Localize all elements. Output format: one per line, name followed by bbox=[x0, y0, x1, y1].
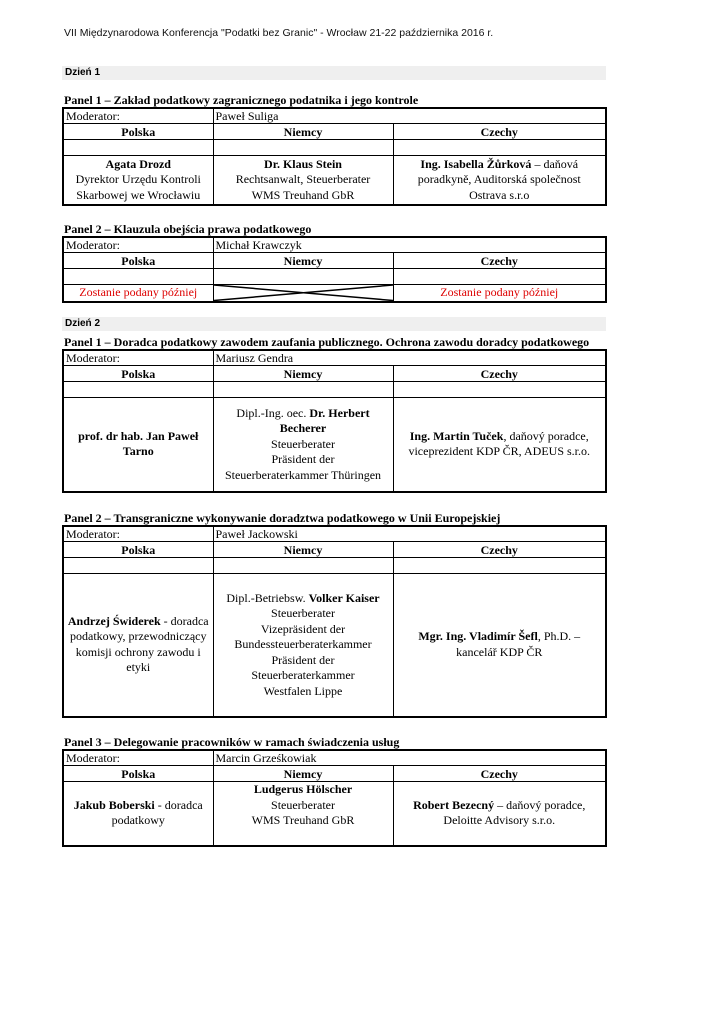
speaker-polska-tbd: Zostanie podany później bbox=[63, 285, 213, 302]
moderator-name: Mariusz Gendra bbox=[213, 350, 606, 366]
speaker-polska: Andrzej Świderek - doradca podatkowy, przewodniczący komisji ochrony zawodu i etyki bbox=[63, 574, 213, 717]
column-niemcy: Niemcy bbox=[213, 124, 393, 140]
day1-label: Dzień 1 bbox=[62, 66, 606, 80]
speaker-polska: Agata Drozd Dyrektor Urzędu Kontroli Skarbowej we Wrocławiu bbox=[63, 156, 213, 205]
moderator-name: Paweł Suliga bbox=[213, 108, 606, 124]
speaker-polska: Jakub Boberski - doradca podatkowy bbox=[63, 782, 213, 846]
day2-panel3-table bbox=[62, 749, 607, 847]
column-polska: Polska bbox=[63, 253, 213, 269]
column-polska: Polska bbox=[63, 766, 213, 782]
day2-panel1-title: Panel 1 – Doradca podatkowy zawodem zaufania publicznego. Ochrona zawodu doradcy podatkowego bbox=[64, 335, 590, 349]
speaker-niemcy: Dipl.-Ing. oec. Dr. Herbert Becherer Steuerberater Präsident der Steuerberaterkammer Thüringen bbox=[213, 398, 393, 492]
moderator-name: Marcin Grześkowiak bbox=[213, 750, 606, 766]
document-header: VII Międzynarodowa Konferencja "Podatki bez Granic" - Wrocław 21-22 października 2016 r. bbox=[64, 27, 494, 39]
day1-panel1-table bbox=[62, 107, 607, 206]
column-niemcy: Niemcy bbox=[213, 542, 393, 558]
moderator-label: Moderator: bbox=[63, 350, 213, 366]
day2-panel3-title: Panel 3 – Delegowanie pracowników w ramach świadczenia usług bbox=[64, 735, 400, 749]
speaker-czechy: Ing. Martin Tuček, daňový poradce, viceprezident KDP ČR, ADEUS s.r.o. bbox=[393, 398, 606, 492]
speaker-czechy: Mgr. Ing. Vladimír Šefl, Ph.D. – kancelář KDP ČR bbox=[393, 574, 606, 717]
moderator-label: Moderator: bbox=[63, 526, 213, 542]
day1-panel1-title: Panel 1 – Zakład podatkowy zagranicznego podatnika i jego kontrole bbox=[64, 93, 419, 107]
column-polska: Polska bbox=[63, 366, 213, 382]
speaker-niemcy: Dipl.-Betriebsw. Volker Kaiser Steuerberater Vizepräsident der Bundessteuerberaterkammer Präsident der Steuerberaterkammer Westfalen Lippe bbox=[213, 574, 393, 717]
speaker-czechy: Ing. Isabella Žůrková – daňová poradkyně, Auditorská společnost Ostrava s.r.o bbox=[393, 156, 606, 205]
column-czechy: Czechy bbox=[393, 253, 606, 269]
day2-panel2-table bbox=[62, 525, 607, 718]
moderator-label: Moderator: bbox=[63, 237, 213, 253]
column-czechy: Czechy bbox=[393, 542, 606, 558]
day2-panel2-title: Panel 2 – Transgraniczne wykonywanie doradztwa podatkowego w Unii Europejskiej bbox=[64, 511, 501, 525]
day1-panel2-title: Panel 2 – Klauzula obejścia prawa podatkowego bbox=[64, 222, 312, 236]
cross-mark-icon bbox=[214, 285, 393, 301]
column-czechy: Czechy bbox=[393, 766, 606, 782]
moderator-name: Paweł Jackowski bbox=[213, 526, 606, 542]
day1-panel2-table bbox=[62, 236, 607, 303]
speaker-polska: prof. dr hab. Jan Paweł Tarno bbox=[63, 398, 213, 492]
speaker-niemcy: Ludgerus Hölscher Steuerberater WMS Treuhand GbR bbox=[213, 782, 393, 846]
column-czechy: Czechy bbox=[393, 366, 606, 382]
speaker-czechy-tbd: Zostanie podany później bbox=[393, 285, 606, 302]
column-czechy: Czechy bbox=[393, 124, 606, 140]
day2-label: Dzień 2 bbox=[62, 317, 606, 331]
column-niemcy: Niemcy bbox=[213, 253, 393, 269]
speaker-niemcy: Dr. Klaus Stein Rechtsanwalt, Steuerberater WMS Treuhand GbR bbox=[213, 156, 393, 205]
moderator-label: Moderator: bbox=[63, 750, 213, 766]
column-niemcy: Niemcy bbox=[213, 366, 393, 382]
moderator-name: Michał Krawczyk bbox=[213, 237, 606, 253]
column-polska: Polska bbox=[63, 124, 213, 140]
moderator-label: Moderator: bbox=[63, 108, 213, 124]
speaker-czechy: Robert Bezecný – daňový poradce, Deloitte Advisory s.r.o. bbox=[393, 782, 606, 846]
column-niemcy: Niemcy bbox=[213, 766, 393, 782]
crossed-out-cell bbox=[213, 285, 393, 302]
column-polska: Polska bbox=[63, 542, 213, 558]
day2-panel1-table bbox=[62, 349, 607, 493]
